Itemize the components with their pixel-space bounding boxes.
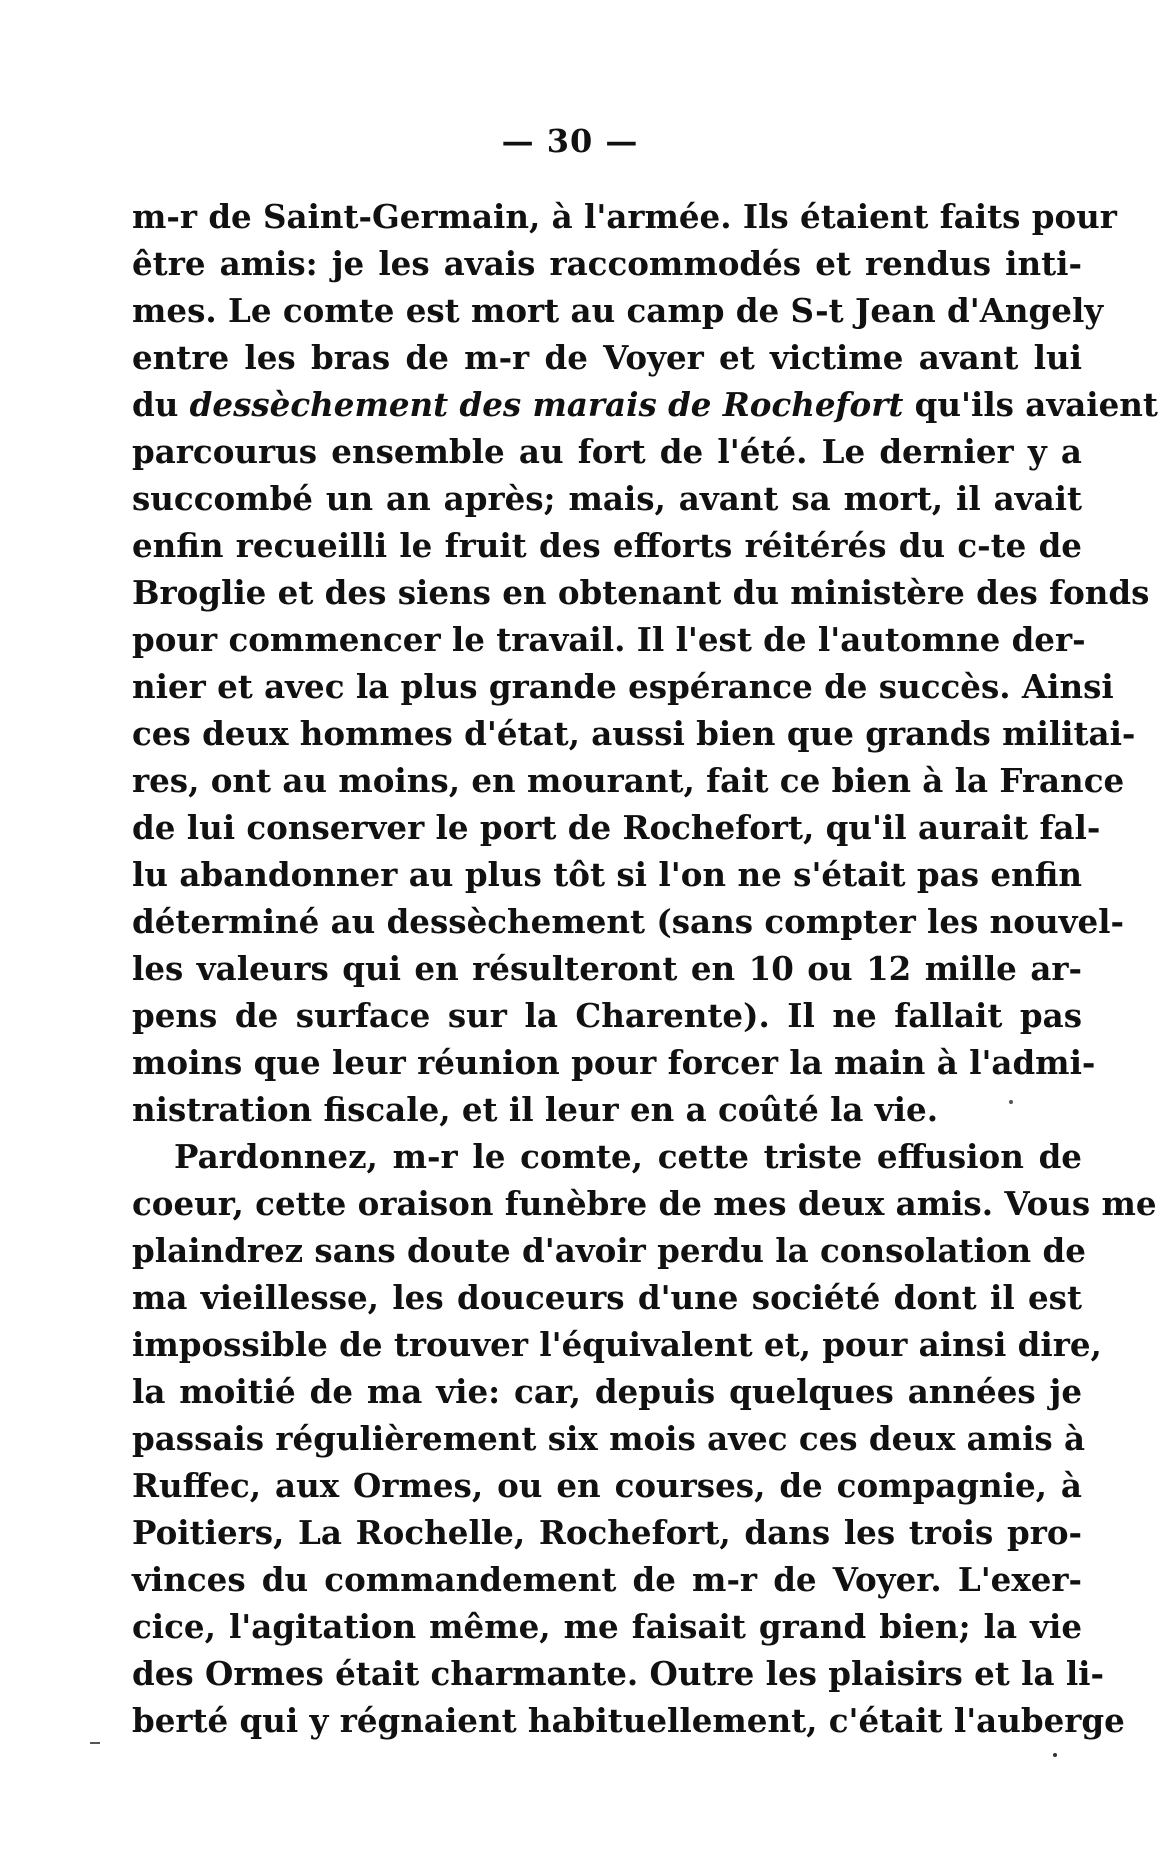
text-line: Broglie et des siens en obtenant du ministère des fonds — [132, 573, 1150, 612]
body-text — [132, 193, 1158, 1744]
scan-mark — [90, 1742, 100, 1744]
text-line: être amis: je les avais raccommodés et rendus inti- — [132, 244, 1082, 283]
text-line: nistration fiscale, et il leur en a coûté la vie. — [132, 1090, 939, 1129]
text-line: nier et avec la plus grande espérance de succès. Ainsi — [132, 667, 1114, 706]
text-line: m-r de Saint-Germain, à l'armée. Ils étaient faits pour — [132, 197, 1117, 236]
text-line: vinces du commandement de m-r de Voyer. L'exer- — [132, 1560, 1082, 1599]
text-line: ma vieillesse, les douceurs d'une société dont il est — [132, 1278, 1082, 1317]
text-line-italic-phrase — [132, 381, 1158, 428]
text-line: moins que leur réunion pour forcer la main à l'admi- — [132, 1043, 1096, 1082]
text-line: succombé un an après; mais, avant sa mort, il avait — [132, 479, 1082, 518]
italic-phrase: dessèchement des marais de Rochefort — [189, 385, 904, 424]
text-line: res, ont au moins, en mourant, fait ce bien à la France — [132, 761, 1125, 800]
text-line: de lui conserver le port de Rochefort, qu'il aurait fal- — [132, 808, 1101, 847]
text-line: plaindrez sans doute d'avoir perdu la consolation de — [132, 1231, 1086, 1270]
text-line: entre les bras de m-r de Voyer et victime avant lui — [132, 338, 1082, 377]
text-line: des Ormes était charmante. Outre les plaisirs et la li- — [132, 1654, 1105, 1693]
text-line: les valeurs qui en résulteront en 10 ou 12 mille ar- — [132, 949, 1082, 988]
text-line: cice, l'agitation même, me faisait grand bien; la vie — [132, 1607, 1082, 1646]
scan-speck — [1053, 1753, 1057, 1757]
text-line: déterminé au dessèchement (sans compter les nouvel- — [132, 902, 1125, 941]
text-line: parcourus ensemble au fort de l'été. Le dernier y a — [132, 432, 1082, 471]
text-line: Ruffec, aux Ormes, ou en courses, de compagnie, à — [132, 1466, 1082, 1505]
text-line: Poitiers, La Rochelle, Rochefort, dans les trois pro- — [132, 1513, 1082, 1552]
page-number: — 30 — — [501, 122, 639, 160]
text-line: mes. Le comte est mort au camp de S-t Jean d'Angely — [132, 291, 1104, 330]
text-line: pour commencer le travail. Il l'est de l'automne der- — [132, 620, 1086, 659]
text-line: enfin recueilli le fruit des efforts réitérés du c-te de — [132, 526, 1082, 565]
text-line: passais régulièrement six mois avec ces deux amis à — [132, 1419, 1086, 1458]
text-line: lu abandonner au plus tôt si l'on ne s'était pas enfin — [132, 855, 1082, 894]
paragraph-start-line: Pardonnez, m-r le comte, cette triste effusion de — [174, 1137, 1082, 1176]
text-line: ces deux hommes d'état, aussi bien que grands militai- — [132, 714, 1136, 753]
text-segment: qu'ils avaient — [903, 385, 1158, 424]
text-line: pens de surface sur la Charente). Il ne fallait pas — [132, 996, 1082, 1035]
text-line: la moitié de ma vie: car, depuis quelques années je — [132, 1372, 1082, 1411]
text-line: coeur, cette oraison funèbre de mes deux amis. Vous me — [132, 1184, 1157, 1223]
text-segment: du — [132, 385, 190, 424]
text-line: impossible de trouver l'équivalent et, pour ainsi dire, — [132, 1325, 1102, 1364]
text-line: berté qui y régnaient habituellement, c'était l'auberge — [132, 1701, 1125, 1740]
scan-speck — [1009, 1100, 1013, 1104]
